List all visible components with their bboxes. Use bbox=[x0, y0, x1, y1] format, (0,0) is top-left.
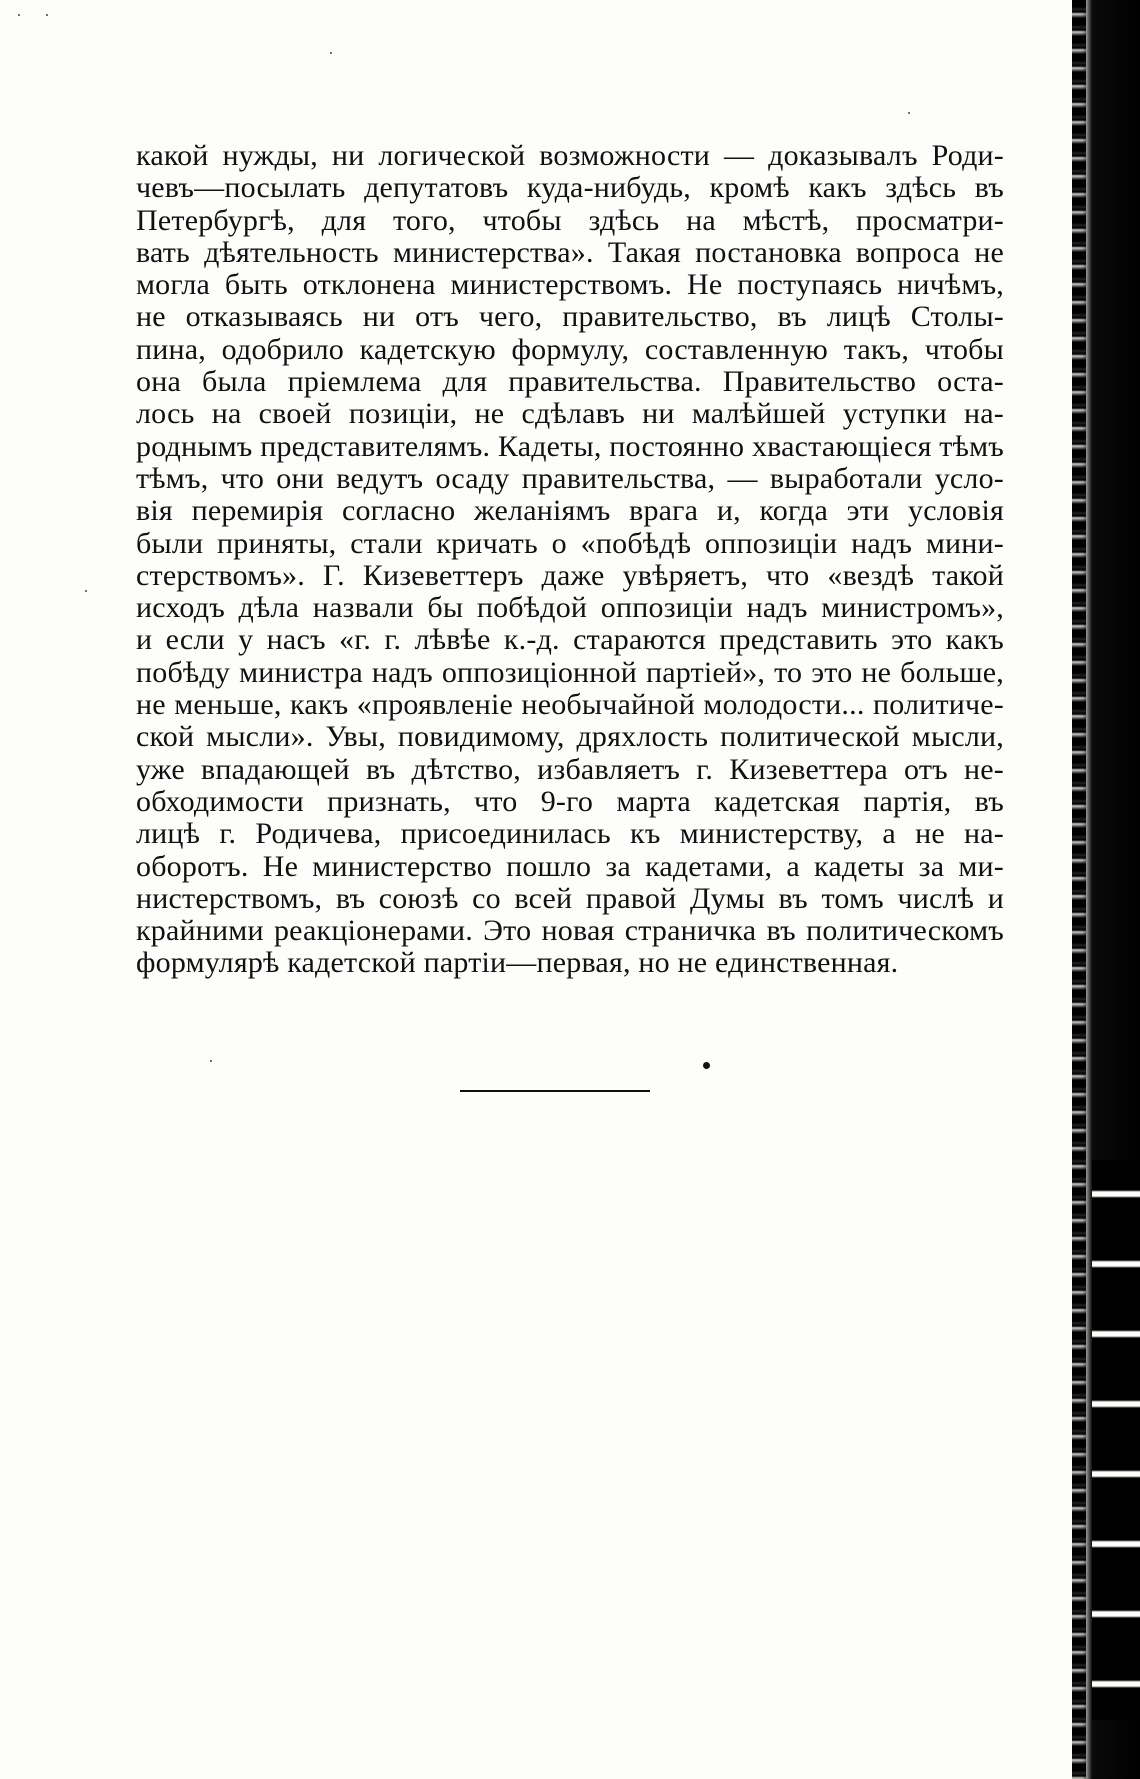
text-line-15: исходъ дѣла назвали бы побѣдой оппозиціи надъ министромъ», bbox=[136, 591, 1004, 625]
scan-speck bbox=[85, 590, 87, 592]
text-line-19: ской мысли». Увы, повидимому, дряхлость политической мысли, bbox=[136, 720, 1004, 754]
text-line-22: лицѣ г. Родичева, присоединилась къ министерству, а не на- bbox=[136, 817, 1004, 851]
text-line-18: не меньше, какъ «проявленіе необычайной молодости... политиче- bbox=[136, 688, 1004, 722]
text-line-16: и если у насъ «г. г. лѣвѣе к.-д. стараются представить это какъ bbox=[136, 623, 1004, 657]
text-line-8: она была пріемлема для правительства. Правительство оста- bbox=[136, 365, 1004, 399]
body-text bbox=[136, 140, 1004, 980]
scan-speck bbox=[46, 14, 48, 16]
text-line-17: побѣду министра надъ оппозиціонной партіей», то это не больше, bbox=[136, 655, 1004, 689]
scan-speck bbox=[210, 1060, 212, 1062]
text-line-6: не отказываясь ни отъ чего, правительство, въ лицѣ Столы- bbox=[136, 300, 1004, 334]
text-line-7: пина, одобрило кадетскую формулу, составленную такъ, чтобы bbox=[136, 332, 1004, 366]
text-line-20: уже впадающей въ дѣтство, избавляетъ г. Кизеветтера отъ не- bbox=[136, 752, 1004, 786]
section-divider-rule bbox=[460, 1090, 650, 1092]
text-line-3: Петербургѣ, для того, чтобы здѣсь на мѣстѣ, просматри- bbox=[136, 203, 1004, 237]
text-line-1: какой нужды, ни логической возможности — доказывалъ Роди- bbox=[136, 139, 1004, 172]
text-line-4: вать дѣятельность министерства». Такая постановка вопроса не bbox=[136, 235, 1004, 269]
scan-speck bbox=[18, 14, 20, 16]
text-line-2: чевъ—посылать депутатовъ куда-нибудь, кромѣ какъ здѣсь въ bbox=[136, 171, 1004, 205]
text-line-24: нистерствомъ, въ союзѣ со всей правой Думы въ томъ числѣ и bbox=[136, 881, 1004, 915]
text-line-26: формулярѣ кадетской партіи—первая, но не единственная. bbox=[136, 946, 899, 980]
text-line-13: были приняты, стали кричать о «побѣдѣ оппозиціи надъ мини- bbox=[136, 526, 1004, 560]
scan-speck bbox=[908, 112, 910, 114]
text-line-14: стерствомъ». Г. Кизеветтеръ даже увѣряетъ, что «вездѣ такой bbox=[136, 558, 1004, 592]
text-line-9: лось на своей позиціи, не сдѣлавъ ни малѣйшей уступки на- bbox=[136, 397, 1004, 431]
text-line-10: роднымъ представителямъ. Кадеты, постоянно хвастающіеся тѣмъ bbox=[136, 429, 1004, 463]
text-line-5: могла быть отклонена министерствомъ. Не поступаясь ничѣмъ, bbox=[136, 268, 1004, 302]
text-line-21: обходимости признать, что 9-го марта кадетская партія, въ bbox=[136, 784, 1004, 818]
ink-dot bbox=[703, 1062, 710, 1069]
text-line-11: тѣмъ, что они ведутъ осаду правительства, — выработали усло- bbox=[136, 461, 1004, 495]
text-line-12: вія перемирія согласно желаніямъ врага и, когда эти условія bbox=[136, 494, 1004, 528]
scan-speck bbox=[330, 52, 332, 54]
text-line-23: оборотъ. Не министерство пошло за кадетами, а кадеты за ми- bbox=[136, 849, 1004, 883]
scan-edge-shadow bbox=[1082, 0, 1140, 1779]
text-line-25: крайними реакціонерами. Это новая страничка въ политическомъ bbox=[136, 914, 1004, 948]
